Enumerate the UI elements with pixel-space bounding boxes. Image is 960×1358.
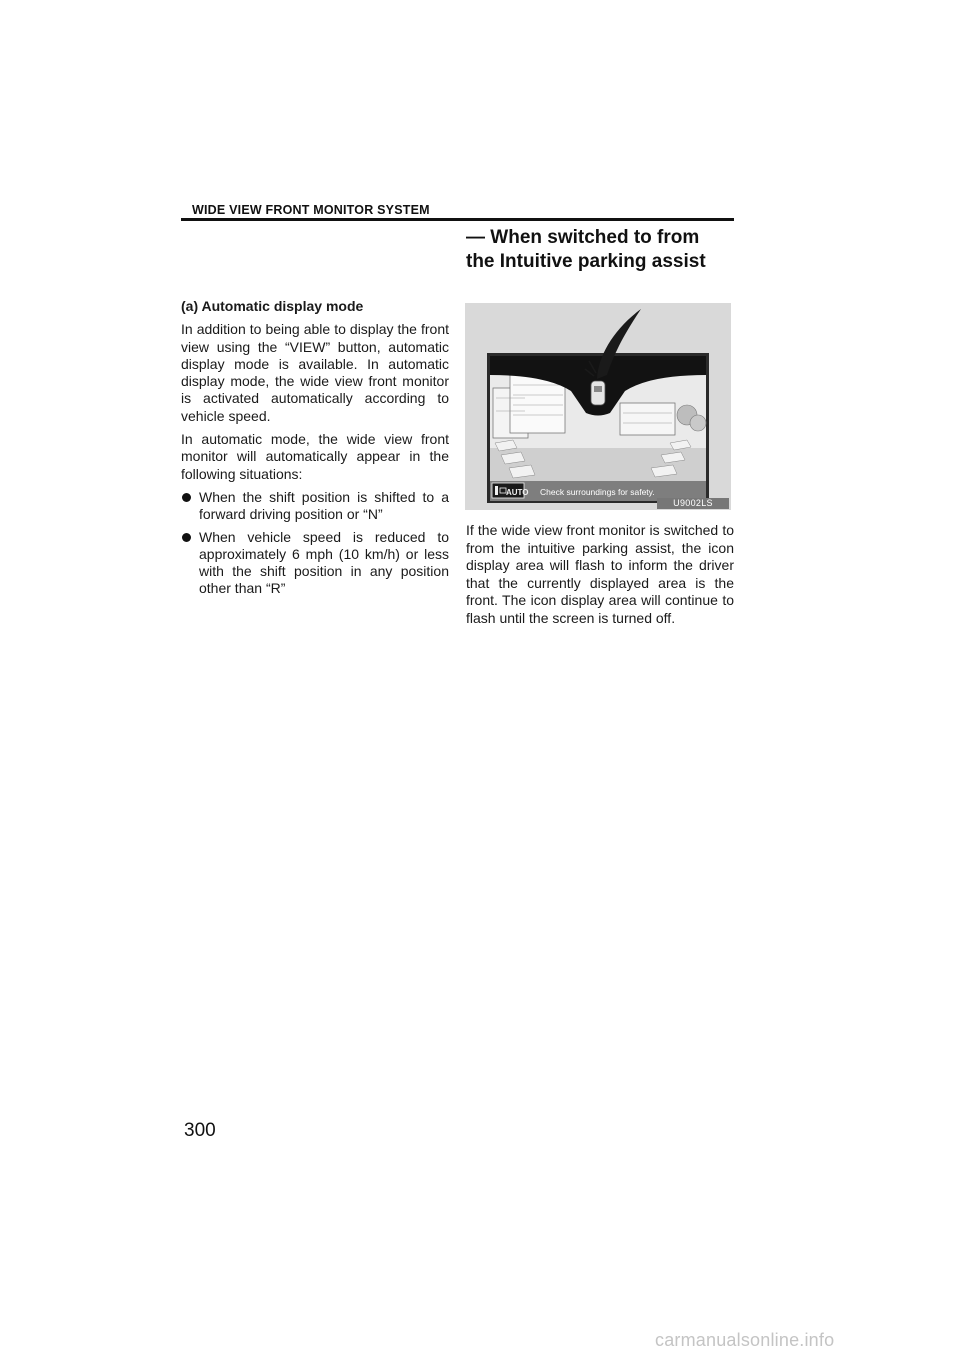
automatic-mode-subheading: (a) Automatic display mode [181,298,364,314]
bullet-icon [182,493,191,502]
right-column-paragraph: If the wide view front monitor is switched to from the intuitive parking assist, the icon display area will flash to inform the driver that the currently displayed area is the front. The icon display area will continue to flash until the screen is turned off. [466,522,734,626]
left-column [181,298,449,603]
header-rule [181,218,734,221]
list-item [181,529,449,598]
auto-label: AUTO [506,488,529,497]
header-title: WIDE VIEW FRONT MONITOR SYSTEM [192,203,430,217]
list-item-text: When vehicle speed is reduced to approximately 6 mph (10 km/h) or less with the shift position in any position other than “R” [199,528,449,597]
situation-list [181,489,449,598]
figure-code: U9002LS [657,498,729,509]
camera-auto-icon [492,483,529,498]
bullet-icon [182,533,191,542]
monitor-screen-figure [465,303,731,510]
screen-message: Check surroundings for safety. [540,487,655,497]
intro-paragraph: In addition to being able to display the front view using the “VIEW” button, automatic display mode is available. In automatic display mode, the wide view front monitor is activated automatically according to vehicle speed. [181,321,449,424]
list-item-text: When the shift position is shifted to a forward driving position or “N” [199,488,449,523]
situations-paragraph: In automatic mode, the wide view front monitor will automatically appear in the following situations: [181,431,449,482]
section-heading [466,226,736,274]
list-item [181,489,449,524]
page-number: 300 [184,1120,216,1141]
watermark: carmanualsonline.info [655,1330,835,1350]
section-heading-line-1: — When switched to from [466,227,700,248]
section-heading-line-2: the Intuitive parking assist [466,251,706,272]
